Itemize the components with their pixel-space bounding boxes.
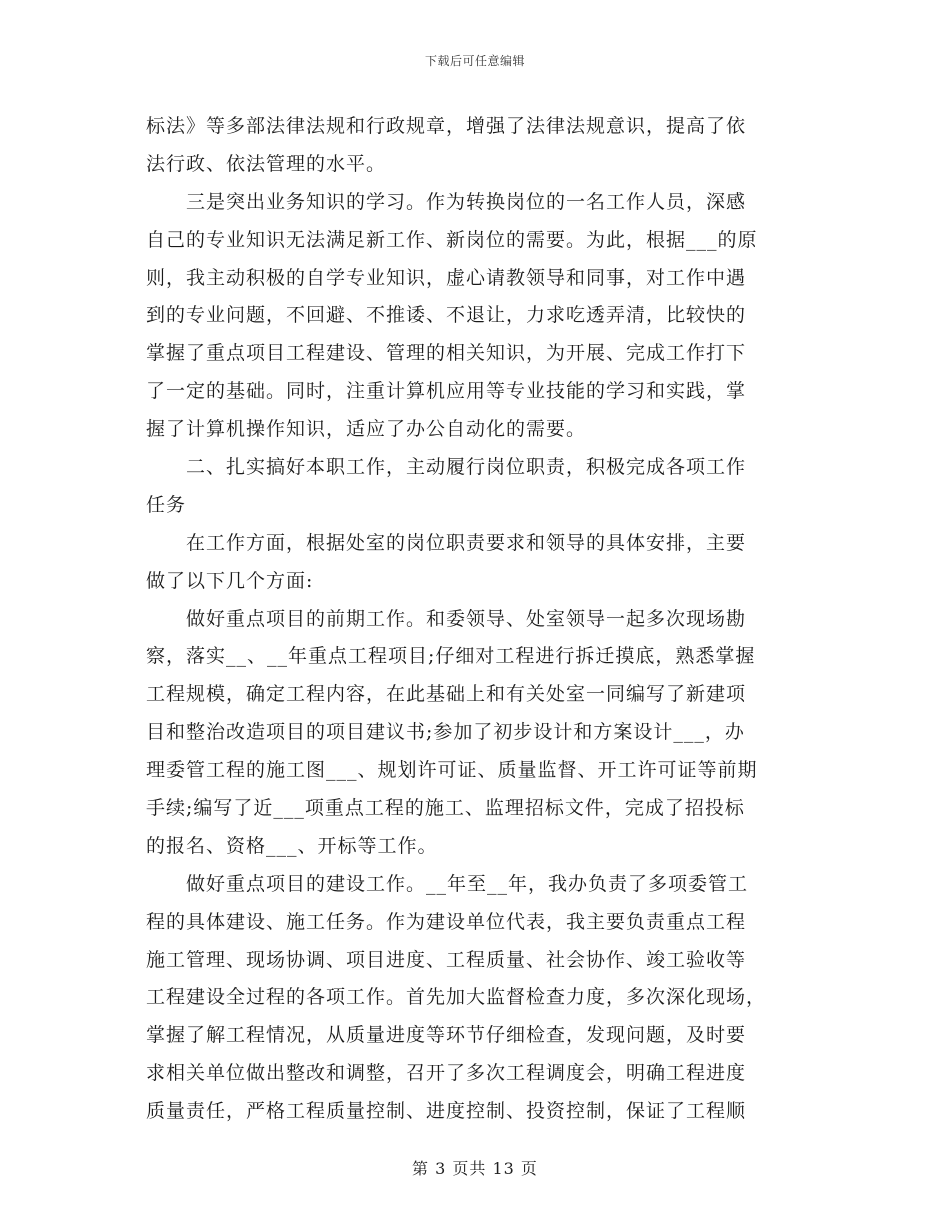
text-line: 理委管工程的施工图___、规划许可证、质量监督、开工许可证等前期 xyxy=(146,759,758,782)
text-line: 则，我主动积极的自学专业知识，虚心请教领导和同事，对工作中遇 xyxy=(146,266,747,289)
text-line: 到的专业问题，不回避、不推诿、不退让，力求吃透弄清，比较快的 xyxy=(146,304,747,327)
text-line: 标法》等多部法律法规和行政规章，增强了法律法规意识，提高了依 xyxy=(146,115,747,137)
text-line: 手续;编写了近___项重点工程的施工、监理招标文件，完成了招投标 xyxy=(146,797,745,820)
text-line: 做了以下几个方面: xyxy=(146,569,314,592)
text-line: 法行政、依法管理的水平。 xyxy=(146,152,387,175)
text-line: 掌握了重点项目工程建设、管理的相关知识，为开展、完成工作打下 xyxy=(146,342,747,365)
text-line: 握了计算机操作知识，适应了办公自动化的需要。 xyxy=(146,418,587,441)
text-line: 在工作方面，根据处室的岗位职责要求和领导的具体安排，主要 xyxy=(146,531,747,554)
page-header-note: 下载后可任意编辑 xyxy=(424,54,525,68)
text-line: 做好重点项目的建设工作。__年至__年，我办负责了多项委管工 xyxy=(146,872,749,895)
text-line: 求相关单位做出整改和调整，召开了多次工程调度会，明确工程进度 xyxy=(146,1062,747,1085)
text-line: 工程规模，确定工程内容，在此基础上和有关处室一同编写了新建项 xyxy=(146,683,747,706)
section-heading-line: 二、扎实搞好本职工作，主动履行岗位职责，积极完成各项工作 xyxy=(146,456,747,479)
text-line: 三是突出业务知识的学习。作为转换岗位的一名工作人员，深感 xyxy=(146,190,747,213)
text-line: 的报名、资格___、开标等工作。 xyxy=(146,834,438,857)
text-line: 做好重点项目的前期工作。和委领导、处室领导一起多次现场勘 xyxy=(146,607,747,630)
text-line: 工程建设全过程的各项工作。首先加大监督检查力度，多次深化现场， xyxy=(146,986,767,1009)
text-line: 察，落实__、__年重点工程项目;仔细对工程进行拆迁摸底，熟悉掌握 xyxy=(146,645,756,668)
text-line: 施工管理、现场协调、项目进度、工程质量、社会协作、竣工验收等 xyxy=(146,948,747,971)
text-line: 了一定的基础。同时，注重计算机应用等专业技能的学习和实践，掌 xyxy=(146,380,747,403)
text-line: 自己的专业知识无法满足新工作、新岗位的需要。为此，根据___的原 xyxy=(146,228,758,251)
document-body xyxy=(146,108,806,1131)
text-line: 程的具体建设、施工任务。作为建设单位代表，我主要负责重点工程 xyxy=(146,910,747,933)
text-line: 目和整治改造项目的项目建议书;参加了初步设计和方案设计___，办 xyxy=(146,721,745,744)
page-number: 第 3 页共 13 页 xyxy=(412,1159,538,1178)
section-heading-line: 任务 xyxy=(146,493,187,516)
text-line: 掌握了解工程情况，从质量进度等环节仔细检查，发现问题，及时要 xyxy=(146,1024,747,1047)
text-line: 质量责任，严格工程质量控制、进度控制、投资控制，保证了工程顺 xyxy=(146,1100,747,1123)
